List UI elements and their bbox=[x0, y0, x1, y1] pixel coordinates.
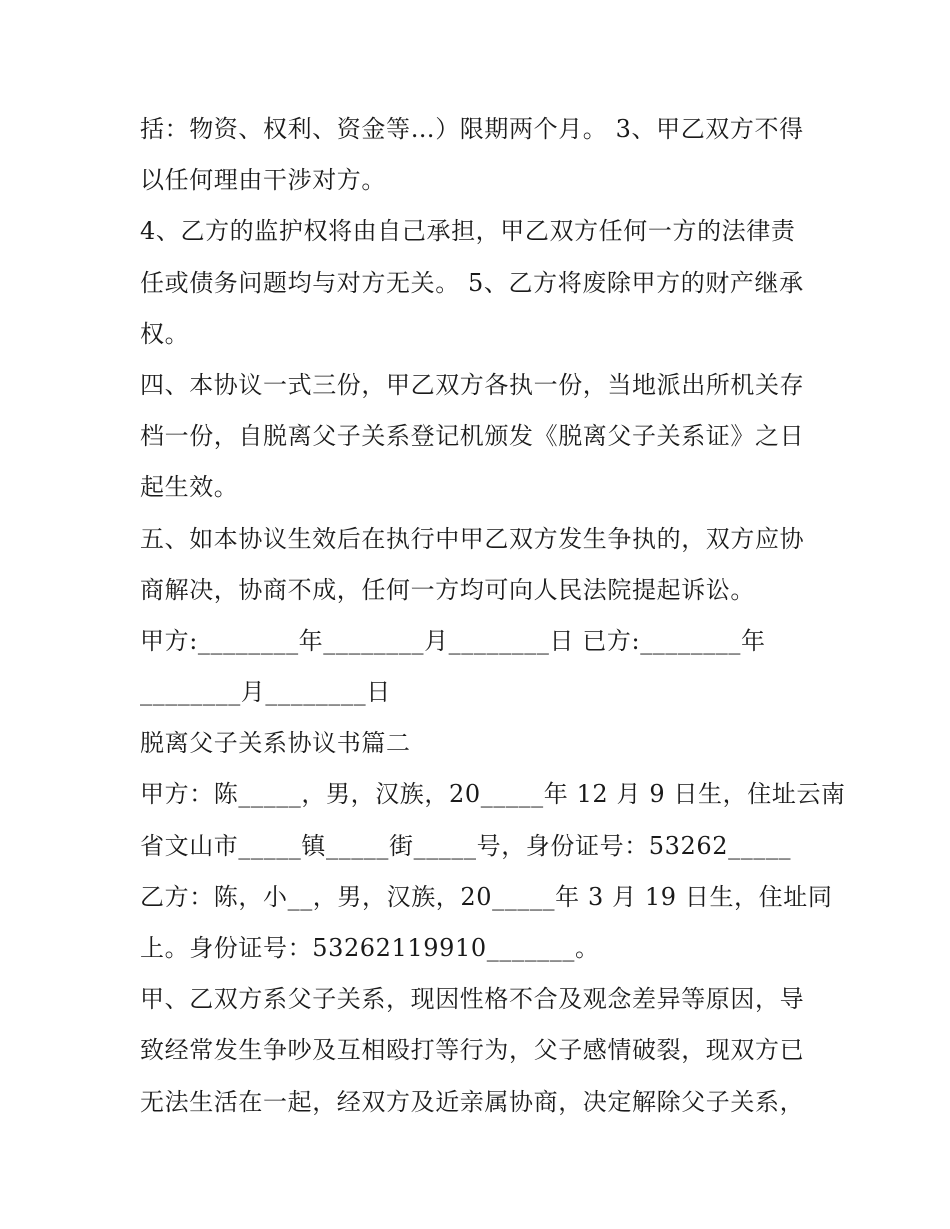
text-line-14: 甲方：陈_____，男，汉族，20_____年 12 月 9 日生，住址云南 bbox=[140, 780, 846, 809]
text-line-4: 任或债务问题均与对方无关。 5、乙方将废除甲方的财产继承 bbox=[140, 268, 804, 297]
text-line-3: 4、乙方的监护权将由自己承担，甲乙双方任何一方的法律责 bbox=[140, 217, 796, 246]
signature-line-1: 甲方:________年________月________日 已方:________年 bbox=[140, 626, 766, 655]
text-line-7: 档一份，自脱离父子关系登记机颁发《脱离父子关系证》之日 bbox=[140, 422, 805, 451]
text-line-8: 起生效。 bbox=[140, 473, 239, 502]
text-line-10: 商解决，协商不成，任何一方均可向人民法院提起诉讼。 bbox=[140, 575, 755, 604]
text-line-20: 无法生活在一起，经双方及近亲属协商，决定解除父子关系， bbox=[140, 1087, 805, 1116]
text-line-1: 括：物资、权利、资金等…）限期两个月。 3、甲乙双方不得 bbox=[140, 115, 804, 143]
text-line-15: 省文山市_____镇_____街_____号，身份证号：53262_____ bbox=[140, 831, 792, 860]
text-line-6: 四、本协议一式三份，甲乙双方各执一份，当地派出所机关存 bbox=[140, 370, 805, 399]
text-line-2: 以任何理由干涉对方。 bbox=[140, 166, 386, 195]
text-line-17: 上。身份证号：53262119910_______。 bbox=[140, 934, 600, 962]
text-line-18: 甲、乙双方系父子关系，现因性格不合及观念差异等原因，导 bbox=[140, 985, 805, 1014]
agreement-text bbox=[140, 104, 846, 1128]
section-title: 脱离父子关系协议书篇二 bbox=[140, 729, 411, 758]
text-line-16: 乙方：陈，小__，男，汉族，20_____年 3 月 19 日生，住址同 bbox=[140, 882, 833, 911]
text-line-19: 致经常发生争吵及互相殴打等行为，父子感情破裂，现双方已 bbox=[140, 1036, 805, 1065]
text-line-5: 权。 bbox=[140, 319, 190, 348]
signature-line-2: ________月________日 bbox=[140, 678, 391, 707]
text-line-9: 五、如本协议生效后在执行中甲乙双方发生争执的，双方应协 bbox=[140, 524, 805, 553]
